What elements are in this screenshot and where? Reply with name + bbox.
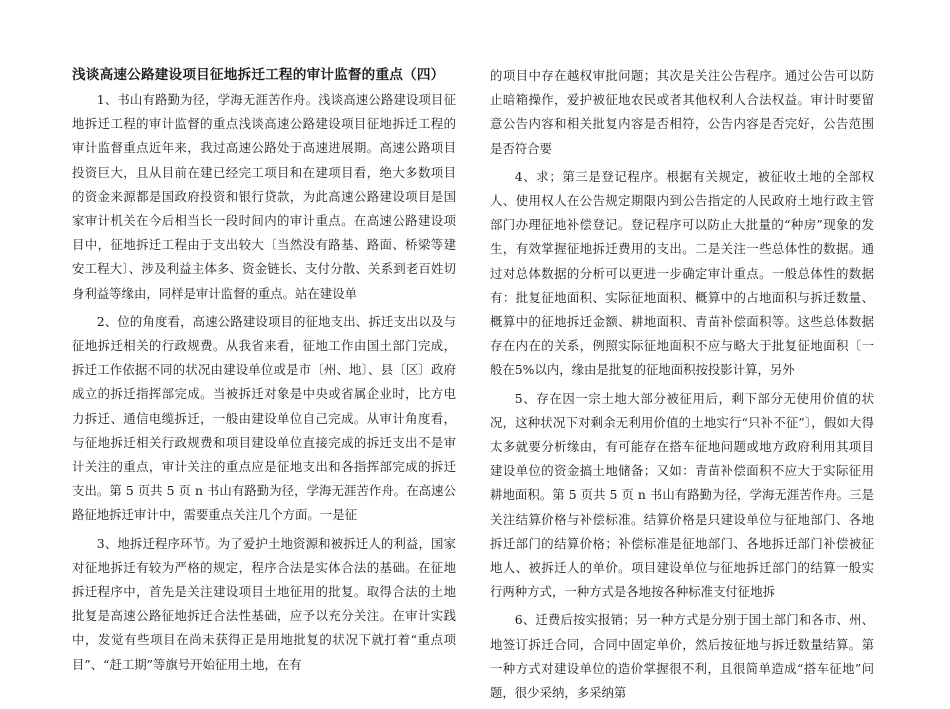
paragraph-2: 2、位的角度看，高速公路建设项目的征地支出、拆迁支出以及与征地拆迁相关的行政规费。从我省来看，征地工作由国土部门完成，拆迁工作依据不同的状况由建设单位或是市〔州、地〕、县〔区〕政府成立的拆迁指挥部完成。当被拆迁对象是中央或省属企业时，比方电力拆迁、通信电缆拆迁，一般由建设单位自己完成。从审计角度看，与征地拆迁相关行政规费和项目建设单位直接完成的拆迁支出不是审计关注的重点，审计关注的重点应是征地支出和各指挥部完成的拆迁支出。第 5 页共 5 页 n 书山有路勤为径，学海无涯苦作舟。在高速公路征地拆迁审计中，需要重点关注几个方面。一是征: [72, 313, 456, 523]
paragraph-5: 5、存在因一宗土地大部分被征用后，剩下部分无使用价值的状况，这种状况下对剩余无利用价值的土地实行“只补不征”〕，假如大得太多就要分析缘由，有可能存在搭车征地问题或地方政府利用其项目建设单位的资金搞土地储备；又如：青苗补偿面积不应大于实际征用耕地面积。第 5 页共 5 页 n 书山有路勤为径，学海无涯苦作舟。三是关注结算价格与补偿标准。结算价格是只建设单位与征地部门、各地拆迁部门的结算价格；补偿标准是征地部门、各地拆迁部门补偿被征地人、被拆迁人的单价。项目建设单位与征地拆迁部门的结算一般实行两种方式，一种方式是各地按各种标准支付征地拆: [490, 390, 874, 600]
paragraph-4: 4、求；第三是登记程序。根据有关规定，被征收土地的全部权人、使用权人在公告规定期限内到公告指定的人民政府土地行政主管部门办理征地补偿登记。登记程序可以防止大批量的“种房”现象的发生，有效掌握征地拆迁费用的支出。二是关注一些总体性的数据。通过对总体数据的分析可以更进一步确定审计重点。一般总体性的数据有：批复征地面积、实际征地面积、概算中的占地面积与拆迁数量、概算中的征地拆迁金额、耕地面积、青苗补偿面积等。这些总体数据存在内在的关系，例照实际征地面积不应与略大于批复征地面积〔一般在5%以内，缘由是批复的征地面积按投影计算，另外: [490, 168, 874, 378]
right-column: [490, 64, 874, 709]
paragraph-1: 1、书山有路勤为径，学海无涯苦作舟。浅谈高速公路建设项目征地拆迁工程的审计监督的重点浅谈高速公路建设项目征地拆迁工程的审计监督重点近年来，我过高速公路处于高速进展期。高速公路项目投资巨大，且从目前在建已经完工项目和在建项目看，绝大多数项目的资金来源都是国政府投资和银行贷款，为此高速公路建设项目是国家审计机关在今后相当长一段时间内的审计重点。在高速公路建设项目中，征地拆迁工程由于支出较大〔当然没有路基、路面、桥梁等建安工程大〕、涉及利益主体多、资金链长、支付分散、关系到老百姓切身利益等缘由，同样是审计监督的重点。站在建设单: [72, 92, 456, 301]
paragraph-3-continuation: 的项目中存在越权审批问题；其次是关注公告程序。通过公告可以防止暗箱操作，爱护被征地农民或者其他权利人合法权益。审计时要留意公告内容和相关批复内容是否相符，公告内容是否完好，公告范围是否符合要: [490, 68, 874, 156]
left-column: [72, 62, 456, 681]
document-title: 浅谈高速公路建设项目征地拆迁工程的审计监督的重点（四）: [72, 67, 445, 83]
paragraph-6: 6、迁费后按实报销；另一种方式是分别于国土部门和各市、州、地签订拆迁合同，合同中固定单价，然后按征地与拆迁数量结算。第一种方式对建设单位的造价掌握很不利，且很简单造成“搭车征地”问题，很少采纳，多采纳第: [490, 612, 874, 701]
paragraph-3: 3、地拆迁程序环节。为了爱护土地资源和被拆迁人的利益，国家对征地拆迁有较为严格的规定，程序合法是实体合法的基础。在征地拆迁程序中，首先是关注建设项目土地征用的批复。取得合法的土地批复是高速公路征地拆迁合法性基础，应予以充分关注。在审计实践中，发觉有些项目在尚未获得正是用地批复的状况下就打着“重点项目”、“赶工期”等旗号开始征用土地，在有: [72, 535, 456, 672]
